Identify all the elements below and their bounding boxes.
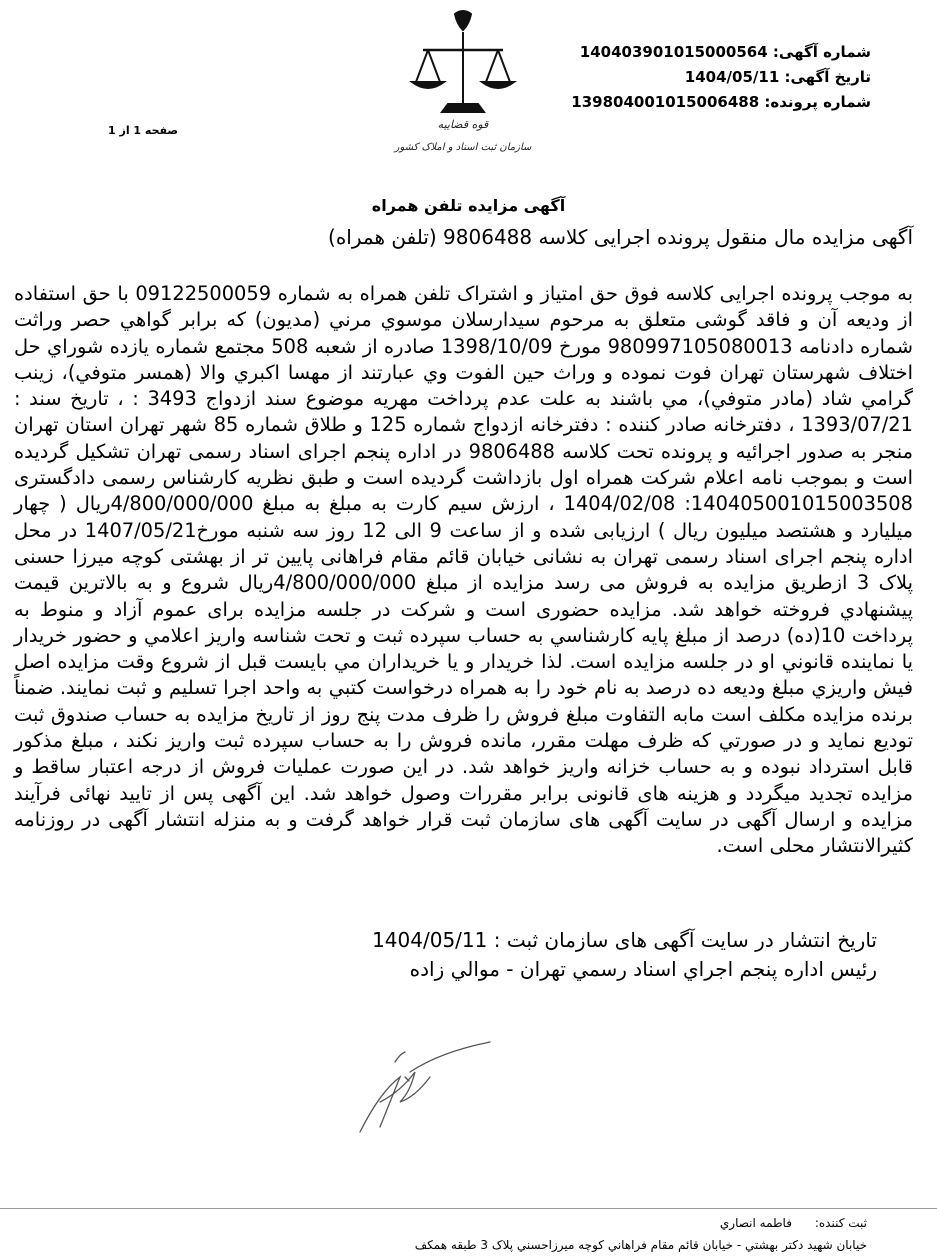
publish-date-line: تاریخ انتشار در سایت آگهی های سازمان ثبت : 1404/05/11	[372, 928, 877, 952]
ad-date-label: تاریخ آگهی:	[784, 68, 871, 86]
ad-date-row	[511, 65, 871, 90]
ad-number-label: شماره آگهی:	[772, 43, 871, 61]
page-indicator: صفحه 1 از 1	[108, 124, 179, 137]
file-number: 139804001015006488	[571, 93, 760, 111]
notice-body: به موجب پرونده اجرایی کلاسه فوق حق امتیاز و اشتراک تلفن همراه به شماره 09122500059 با حق استفاده از ودیعه آن و فاقد گوشی متعلق به مرحوم سیدارسلان موسوي مرني (مديون) كه برابر گواهي حصر وراثت شماره دادنامه 980997105080013 مورخ 1398/10/09 صادره از شعبه 508 مجتمع شماره يازده شوراي حل اختلاف شهرستان تهران فوت نموده و وراث حين الفوت وي عبارتند از مهسا اكبري والا (همسر متوفي)، زينب گرامي شاد (مادر متوفي)، مي باشند به علت عدم پرداخت مهريه موضوع سند ازدواج 3493 : ، تاريخ سند : 1393/07/21 ، دفترخانه صادر كننده : دفترخانه ازدواج شماره 125 و طلاق شماره 85 شهر تهران استان تهران منجر به صدور اجرائيه و پرونده تحت كلاسه 9806488 در اداره پنجم اجرای اسناد رسمی تهران تشکیل گردیده است و بموجب نامه اعلام شرکت همراه اول بازداشت گردیده است و طبق نظریه کارشناس رسمی دادگستری 140405001015003508: 1404/02/08 ، ارزش سیم کارت به مبلغ به مبلغ 4/800/000/000ریال ( چهار میلیارد و هشتصد میلیون ریال ) ارزیابی شده و از ساعت 9 الی 12 روز سه شنبه مورخ1407/05/21 در محل اداره پنجم اجرای اسناد رسمی تهران به نشانی خیابان قائم مقام فراهانی پایین تر از بهشتی کوچه میرزا حسنی پلاک 3 ازطریق مزایده به فروش می رسد مزایده از مبلغ 4/800/000/000ریال شروع و به بالاترين قيمت پيشنهادي فروخته خواهد شد. مزایده حضوری است و شرکت در جلسه مزایده برای عموم آزاد و منوط به پرداخت 10(ده) درصد از مبلغ پایه كارشناسي به حساب سپرده ثبت و تحت شناسه واريز اعلامي و حضور خريدار يا نماينده قانوني او در جلسه مزايده است. لذا خريدار و يا خريداران مي بايست قبل از شروع وقت مزايده اصل فيش واريزي مبلغ وديعه ده درصد به نام خود را به همراه درخواست كتبي به واحد اجرا تسليم و ثبت نمايند. ضمناً برنده مزایده مکلف است مابه التفاوت مبلغ فروش را ظرف مدت پنج روز از تاریخ مزایده به حساب صندوق ثبت توديع نمايد و در صورتي كه ظرف مهلت مقرر، مانده فروش را به حساب سپرده ثبت واريز نكند ، مبلغ مذکور قابل استرداد نبوده و به حساب خزانه واریز خواهد شد. در این صورت عملیات فروش از درجه اعتبار ساقط و مزایده تجدید میگردد و هزینه های قانونی برابر مقررات وصول خواهد شد. این آگهی پس از تایید نهائی فرآیند مزایده و ارسال آگهی در سایت آگهی های سازمان ثبت قرار خواهد گرفت و به منزله انتشار آگهی در روزنامه کثیرالانتشار محلی است.	[14, 282, 913, 858]
scales-of-justice-logo	[388, 8, 538, 158]
ad-date: 1404/05/11	[684, 68, 780, 86]
handwritten-signature	[350, 1022, 500, 1142]
document-title: آگهی مزایده تلفن همراه	[371, 196, 566, 215]
file-number-label: شماره پرونده:	[764, 93, 871, 111]
ad-metadata	[511, 40, 871, 115]
footer-divider	[0, 1208, 937, 1209]
ad-number-row	[511, 40, 871, 65]
registrar-label: ثبت کننده:	[814, 1216, 867, 1230]
office-address: خيابان شهيد دکتر بهشتي - خيابان قائم مقام فراهاني کوچه ميرزاحسني پلاک 3 طبقه همکف	[414, 1238, 867, 1252]
registrar-info	[720, 1216, 867, 1230]
svg-text:قوه قضاییه: قوه قضاییه	[437, 118, 489, 131]
registrar-name: فاطمه انصاري	[719, 1216, 792, 1230]
svg-text:سازمان ثبت اسناد و املاک کشور: سازمان ثبت اسناد و املاک کشور	[394, 142, 532, 153]
ad-number: 140403901015000564	[579, 43, 768, 61]
file-number-row	[511, 90, 871, 115]
signatory-line: رئیس اداره پنجم اجراي اسناد رسمي تهران - موالي زاده	[409, 957, 877, 981]
document-subtitle: آگهی مزایده مال منقول پرونده اجرایی کلاسه 9806488 (تلفن همراه)	[328, 225, 913, 249]
